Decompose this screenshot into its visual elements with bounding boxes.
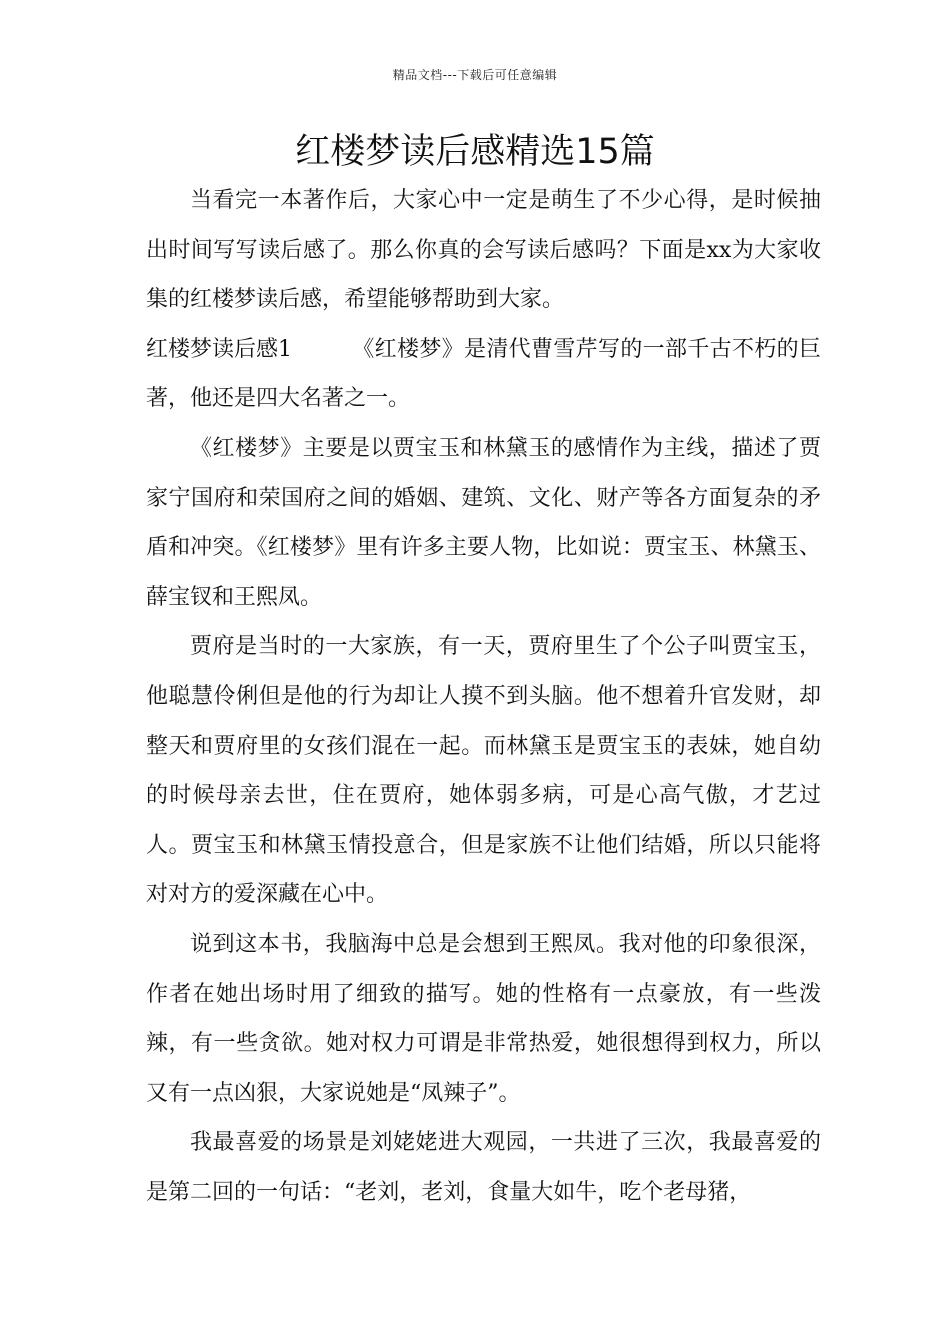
intro-paragraph: 当看完一本著作后，大家心中一定是萌生了不少心得，是时候抽出时间写写读后感了。那么你真的会写读后感吗？下面是xx为大家收集的红楼梦读后感，希望能够帮助到大家。	[146, 188, 821, 313]
header-note: 精品文档---下载后可任意编辑	[392, 68, 558, 82]
document-body	[146, 176, 821, 1217]
section-heading: 红楼梦读后感1	[146, 336, 292, 362]
body-paragraph: 我最喜爱的场景是刘姥姥进大观园，一共进了三次，我最喜爱的是第二回的一句话：“老刘，老刘，食量大如牛，吃个老母猪，	[146, 1130, 821, 1205]
body-paragraph: 说到这本书，我脑海中总是会想到王熙凤。我对他的印象很深，作者在她出场时用了细致的描写。她的性格有一点豪放，有一些泼辣，有一些贪欲。她对权力可谓是非常热爱，她很想得到权力，所以又有一点凶狠，大家说她是“凤辣子”。	[146, 931, 821, 1106]
section-1-opening	[146, 325, 821, 424]
section-1-first-text: 《红楼梦》是清代曹雪芹写的一部千古不朽的巨著，他还是四大名著之一。	[146, 336, 821, 412]
body-paragraph: 贾府是当时的一大家族，有一天，贾府里生了个公子叫贾宝玉，他聪慧伶俐但是他的行为却让人摸不到头脑。他不想着升官发财，却整天和贾府里的女孩们混在一起。而林黛玉是贾宝玉的表妹，她自幼的时候母亲去世，住在贾府，她体弱多病，可是心高气傲，才艺过人。贾宝玉和林黛玉情投意合，但是家族不让他们结婚，所以只能将对对方的爱深藏在心中。	[146, 634, 821, 908]
document-title: 红楼梦读后感精选15篇	[295, 132, 655, 172]
body-paragraph: 《红楼梦》主要是以贾宝玉和林黛玉的感情作为主线，描述了贾家宁国府和荣国府之间的婚姻、建筑、文化、财产等各方面复杂的矛盾和冲突。《红楼梦》里有许多主要人物，比如说：贾宝玉、林黛玉、薛宝钗和王熙凤。	[146, 435, 821, 610]
